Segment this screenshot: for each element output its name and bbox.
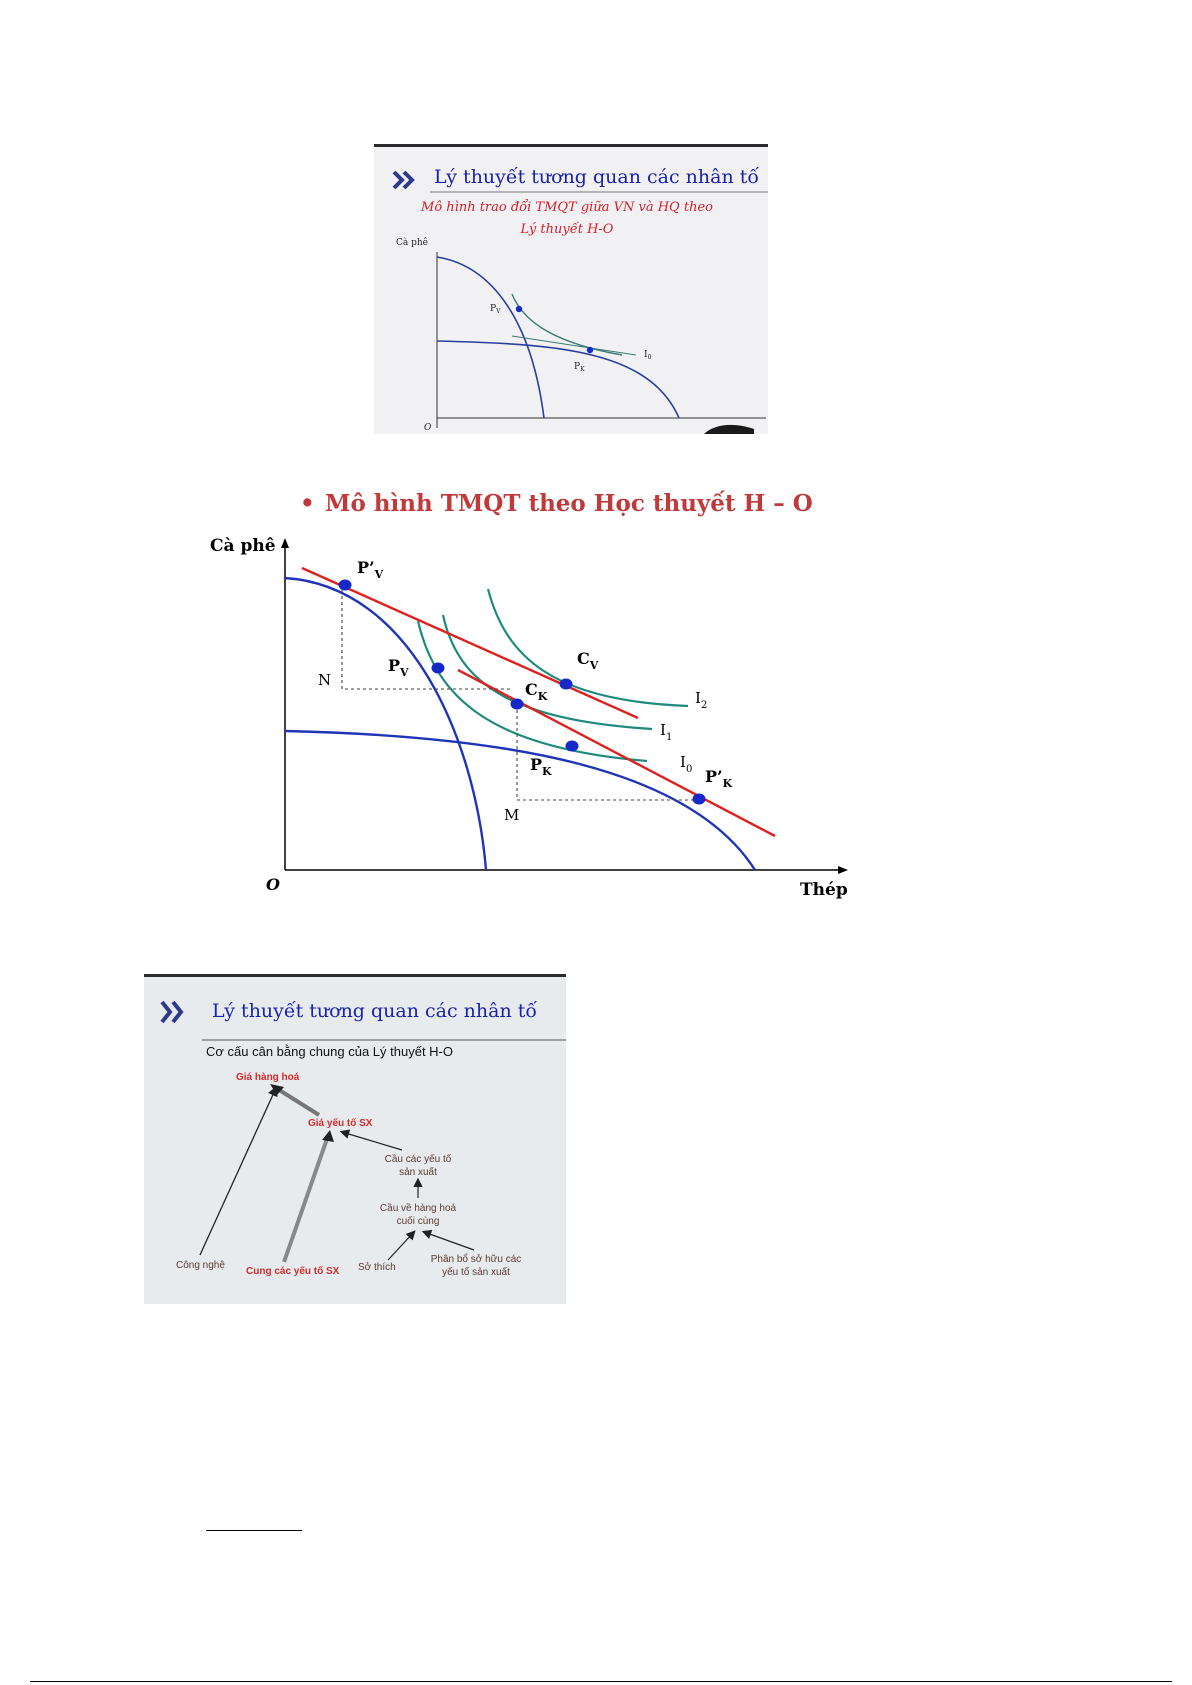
node-cau-hang-hoa-line2: cuối cùng [396,1216,440,1227]
slide-subtitle-line2: Lý thuyết H-O [520,222,614,237]
indifference-curve-i2 [488,589,688,706]
bullet: • [300,490,315,517]
origin-label: O [266,875,280,894]
node-cong-nghe: Công nghệ [176,1260,225,1271]
label-ck: $C_K$ [525,680,548,703]
label-pk: $P_K$ [574,362,585,373]
label-i0: $I_0$ [680,753,693,775]
label-cv: $C_V$ [577,649,599,672]
point-ck [511,699,524,710]
figure-title: Mô hình TMQT theo Học thuyết H – O [325,490,813,517]
node-gia-yeu-to: Giá yếu tố SX [308,1118,373,1129]
footnote-separator [206,1530,302,1531]
point-pv [516,306,522,312]
node-cau-yeu-to-line2: sản xuất [399,1167,437,1178]
node-cau-yeu-to-line1: Cầu các yếu tố [384,1154,452,1165]
point-pv-prime [339,580,352,591]
trade-triangle-k [517,704,698,800]
label-n: N [318,671,332,689]
slide-title: Lý thuyết tương quan các nhân tố [212,1000,538,1022]
point-pk-prime [693,794,706,805]
point-pv [432,663,445,674]
y-axis-arrow-icon [281,538,289,548]
slide-top-border [374,144,768,147]
label-pv: $P_V$ [388,656,409,679]
point-pk [566,741,579,752]
y-axis-label: Cà phê [210,536,276,556]
x-axis-label: Thép [800,880,848,900]
label-m: M [504,806,520,824]
node-gia-hang-hoa: Giá hàng hoá [236,1072,300,1083]
y-axis-label: Cà phê [396,238,428,248]
figure-ho-trade-model [190,478,870,908]
ppf-vietnam [285,578,486,870]
label-pk-prime: $P’_K$ [705,767,733,790]
slide-general-equilibrium [144,974,566,1304]
node-cau-hang-hoa-line1: Cầu về hàng hoá [379,1203,457,1214]
node-so-thich: Sở thích [358,1262,396,1273]
slide-hq-vn-model [374,144,768,434]
label-i0: $I_0$ [644,350,652,361]
page-bottom-rule [30,1681,1172,1682]
node-phan-bo-line2: yếu tố sản xuất [442,1267,510,1278]
terms-of-trade-line-vn [302,568,638,718]
node-phan-bo-line1: Phân bổ sở hữu các [430,1254,522,1265]
point-cv [560,679,573,690]
label-i1: $I_1$ [660,721,673,743]
slide-top-border [144,974,566,977]
slide-subtitle: Cơ cấu cân bằng chung của Lý thuyết H-O [206,1044,453,1059]
x-axis-arrow-icon [838,866,848,874]
label-pv: $P_V$ [490,304,501,315]
slide-title: Lý thuyết tương quan các nhân tố [434,166,760,188]
label-pk: $P_K$ [530,755,552,778]
label-i2: $I_2$ [695,689,708,711]
origin-label: O [424,423,432,433]
point-pk [587,347,593,353]
node-cung-yeu-to: Cung các yếu tố SX [246,1266,340,1277]
slide-subtitle-line1: Mô hình trao đổi TMQT giữa VN và HQ theo [421,200,713,215]
label-pv-prime: $P’_V$ [357,558,384,581]
